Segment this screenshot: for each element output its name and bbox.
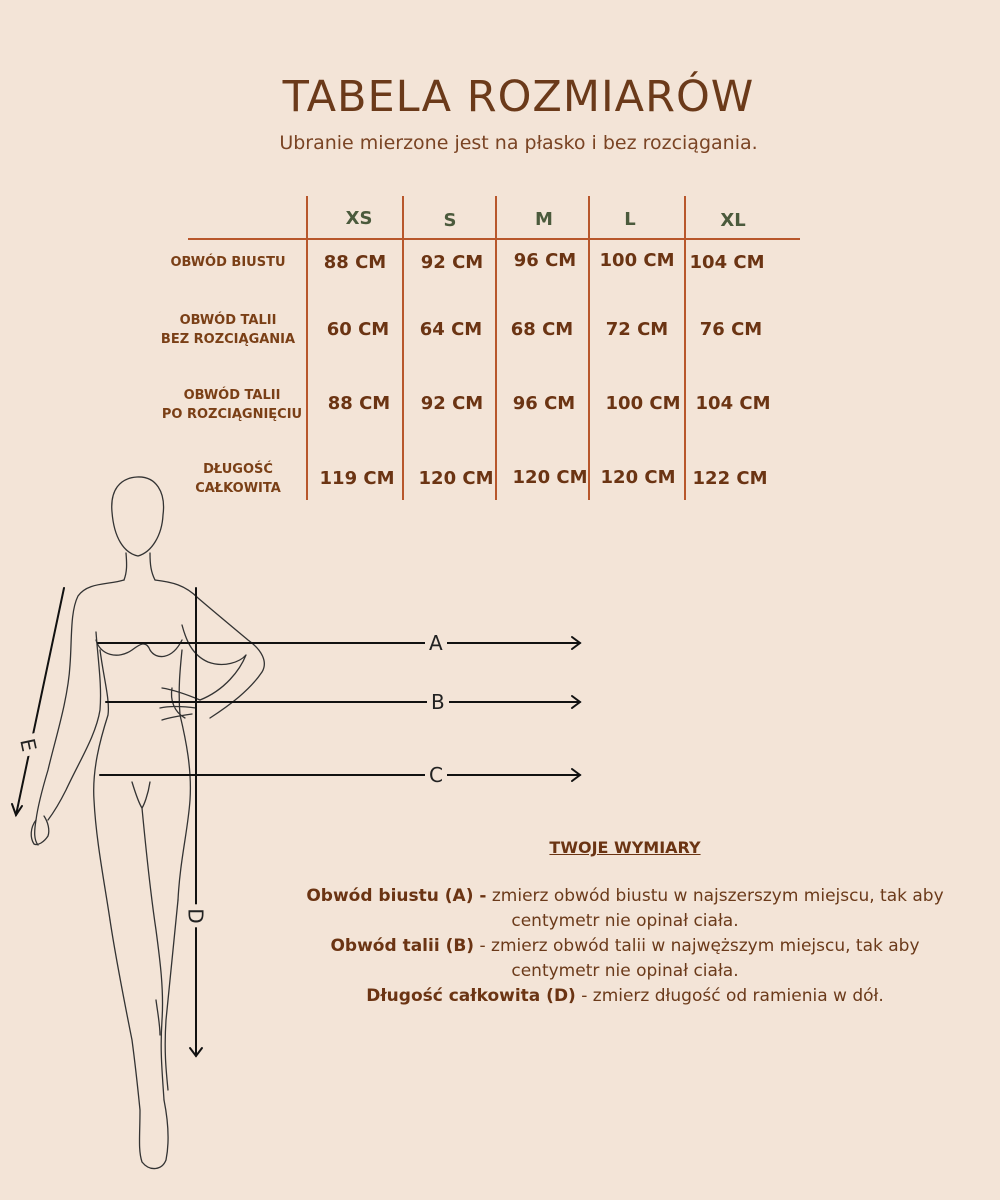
row-label-bust: OBWÓD BIUSTU [170, 255, 286, 270]
table-column-divider [402, 196, 404, 500]
instruction-waist: Obwód talii (B) - zmierz obwód talii w najwęższym miejscu, tak aby centymetr nie opinał ciała. [330, 936, 920, 981]
table-cell: 122 CM [692, 468, 768, 489]
figure-waist-left [94, 650, 110, 920]
table-column-divider [495, 196, 497, 500]
figure-right-arm-inner [182, 625, 246, 700]
table-cell: 60 CM [326, 319, 390, 340]
table-cell: 72 CM [605, 319, 669, 340]
figure-inner-leg [142, 808, 164, 1100]
table-cell: 92 CM [420, 393, 484, 414]
table-cell: 88 CM [323, 252, 387, 273]
figure-head [112, 477, 164, 556]
table-cell: 64 CM [419, 319, 483, 340]
table-cell: 100 CM [605, 393, 681, 414]
label-e: E [14, 732, 42, 757]
figure-crotch [132, 782, 150, 808]
figure-left-hand [31, 816, 49, 845]
page-title: TABELA ROZMIARÓW [282, 72, 755, 122]
table-cell: 96 CM [513, 250, 577, 271]
size-header-s: S [443, 210, 457, 231]
arrow-e-line [16, 588, 64, 815]
table-cell: 120 CM [418, 468, 494, 489]
figure-torso-left [35, 580, 124, 845]
figure-right-leg [165, 900, 178, 1090]
row-label-total-length: DŁUGOŚĆ CAŁKOWITA [195, 462, 281, 496]
table-cell: 104 CM [695, 393, 771, 414]
size-header-l: L [624, 209, 636, 230]
measurements-heading: TWOJE WYMIARY [549, 838, 701, 857]
label-c: C [425, 763, 447, 787]
size-header-xs: XS [345, 208, 373, 229]
table-cell: 68 CM [510, 319, 574, 340]
label-b: B [427, 690, 449, 714]
table-cell: 88 CM [327, 393, 391, 414]
table-cell: 100 CM [599, 250, 675, 271]
label-d: D [184, 904, 208, 927]
label-a: A [425, 631, 447, 655]
page-subtitle: Ubranie mierzone jest na płasko i bez rozciągania. [279, 132, 758, 154]
figure-left-arm-inner [48, 632, 101, 820]
row-label-waist-stretched: OBWÓD TALII PO ROZCIĄGNIĘCIU [161, 388, 303, 422]
instruction-length: Długość całkowita (D) - zmierz długość od ramienia w dół. [366, 986, 884, 1006]
table-cell: 92 CM [420, 252, 484, 273]
row-label-waist-unstretched: OBWÓD TALII BEZ ROZCIĄGANIA [160, 313, 296, 347]
measurements-instructions [290, 884, 960, 1009]
body-measurement-diagram [0, 460, 620, 1180]
table-column-divider [588, 196, 590, 500]
table-cell: 120 CM [512, 467, 588, 488]
size-header-xl: XL [720, 210, 746, 231]
table-cell: 120 CM [600, 467, 676, 488]
figure-knee [156, 1000, 160, 1035]
table-cell: 119 CM [319, 468, 395, 489]
table-cell: 96 CM [512, 393, 576, 414]
table-cell: 104 CM [689, 252, 765, 273]
size-header-m: M [535, 209, 553, 230]
table-cell: 76 CM [699, 319, 763, 340]
table-column-divider [684, 196, 686, 500]
instruction-bust: Obwód biustu (A) - zmierz obwód biustu w najszerszym miejscu, tak aby centymetr nie opinał ciała. [306, 886, 944, 931]
table-header-divider [188, 238, 800, 240]
figure-neck [124, 553, 155, 580]
